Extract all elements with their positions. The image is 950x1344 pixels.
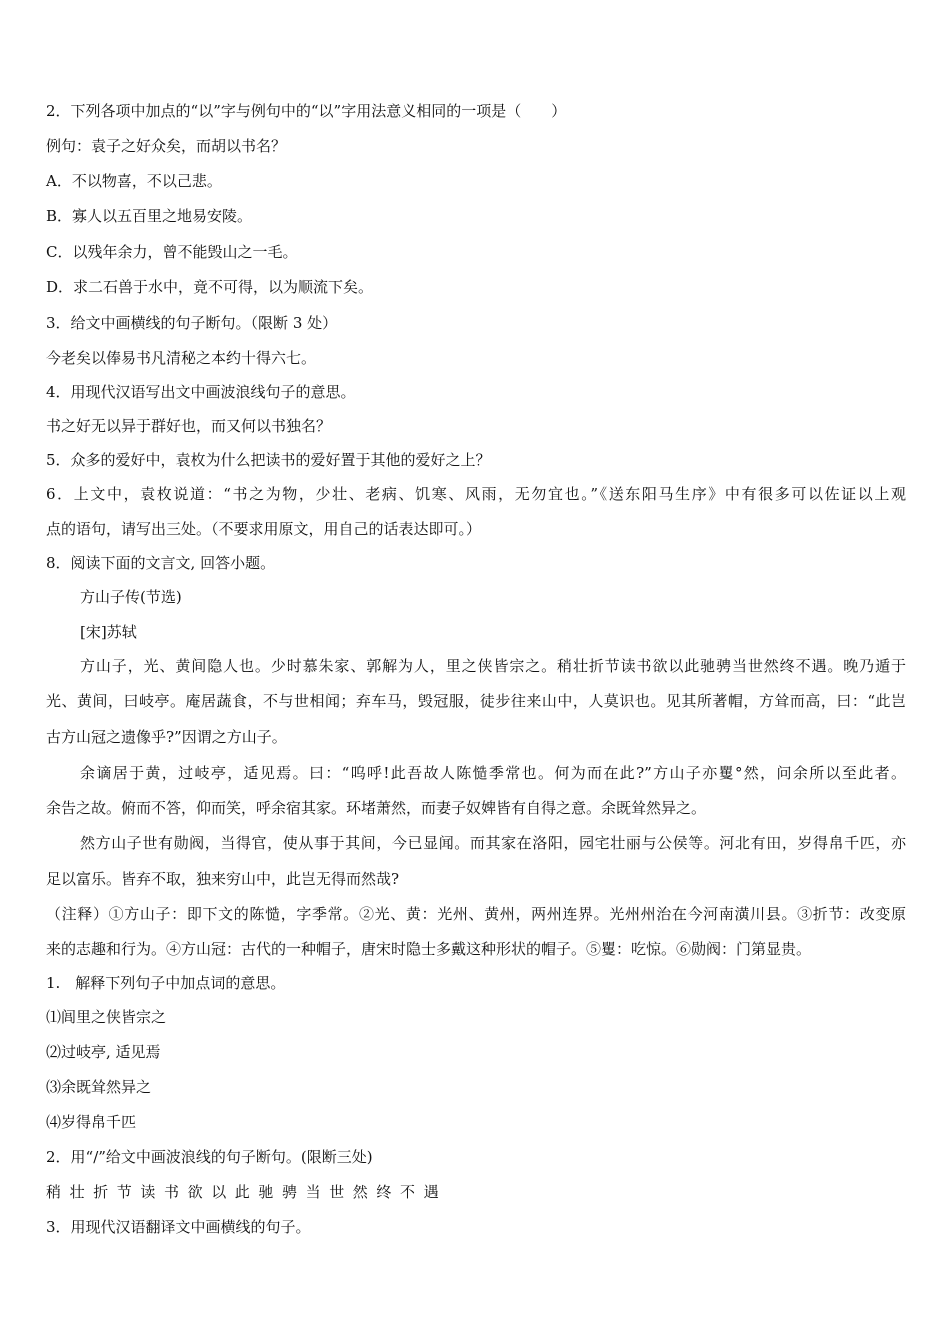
passage-title: 方山子传(节选) (80, 588, 182, 606)
subquestion-1: 1. 解释下列句子中加点词的意思。 (46, 974, 286, 992)
notes-line-1: （注释）①方山子：即下文的陈慥，字季常。②光、黄：光州、黄州，两州连界。光州州治在今河南潢川县。③折节：改变原 (46, 905, 906, 923)
passage-p1-line-2: 光、黄间，曰岐亭。庵居蔬食，不与世相闻；弃车马，毁冠服，徒步往来山中，人莫识也。见其所著帽，方耸而高，曰：“此岂 (46, 692, 906, 710)
question-5: 5．众多的爱好中，袁枚为什么把读书的爱好置于其他的爱好之上？ (46, 451, 491, 469)
notes-line-2: 来的志趣和行为。④方山冠：古代的一种帽子，唐宋时隐士多戴这种形状的帽子。⑤矍：吃惊。⑥勋阀：门第显贵。 (46, 940, 812, 958)
passage-author: [宋]苏轼 (80, 623, 137, 641)
subquestion-1-item-3: ⑶余既耸然异之 (46, 1078, 152, 1096)
subquestion-1-item-2: ⑵过岐亭, 适见焉 (46, 1043, 161, 1061)
option-b: B．寡人以五百里之地易安陵。 (46, 207, 253, 225)
passage-p3-line-2: 足以富乐。皆弃不取，独来穷山中，此岂无得而然哉? (46, 870, 400, 888)
question-2-example: 例句：袁子之好众矣，而胡以书名？ (46, 137, 287, 155)
subquestion-2-text: 稍壮折节读书欲以此驰骋当世然终不遇 (46, 1183, 448, 1201)
option-a: A．不以物喜，不以己悲。 (46, 172, 222, 190)
subquestion-1-item-1: ⑴闾里之侠皆宗之 (46, 1008, 167, 1026)
subquestion-1-item-4: ⑷岁得帛千匹 (46, 1113, 137, 1131)
question-3-text: 今老矣以俸易书凡清秘之本约十得六七。 (46, 349, 317, 367)
question-6-line-1: 6．上文中，袁枚说道：“书之为物，少壮、老病、饥寒、风雨，无勿宜也。”《送东阳马生序》中有很多可以佐证以上观 (46, 485, 906, 503)
question-3: 3．给文中画横线的句子断句。（限断 3 处） (46, 314, 338, 332)
passage-p3-line-1: 然方山子世有勋阀，当得官，使从事于其间，今已显闻。而其家在洛阳，园宅壮丽与公侯等。河北有田，岁得帛千匹，亦 (80, 834, 906, 852)
question-4: 4．用现代汉语写出文中画波浪线句子的意思。 (46, 383, 356, 401)
passage-p1-line-1: 方山子，光、黄间隐人也。少时慕朱家、郭解为人，里之侠皆宗之。稍壮折节读书欲以此驰骋当世然终不遇。晚乃遁于 (80, 657, 906, 675)
question-2: 2．下列各项中加点的“以”字与例句中的“以”字用法意义相同的一项是（ ） (46, 102, 567, 120)
option-d: D．求二石兽于水中，竟不可得，以为顺流下矣。 (46, 278, 374, 296)
passage-p2-line-1: 余谪居于黄，过岐亭，适见焉。曰：“呜呼!此吾故人陈慥季常也。何为而在此?”方山子亦矍°然，问余所以至此者。 (80, 764, 906, 782)
subquestion-2: 2．用“/”给文中画波浪线的句子断句。(限断三处) (46, 1148, 373, 1166)
passage-p1-line-3: 古方山冠之遗像乎?”因谓之方山子。 (46, 728, 287, 746)
question-8: 8．阅读下面的文言文, 回答小题。 (46, 554, 276, 572)
option-c: C．以残年余力，曾不能毁山之一毛。 (46, 243, 298, 261)
question-4-text: 书之好无以异于群好也，而又何以书独名？ (46, 417, 332, 435)
passage-p2-line-2: 余告之故。俯而不答，仰而笑，呼余宿其家。环堵萧然，而妻子奴婢皆有自得之意。余既耸然异之。 (46, 799, 707, 817)
subquestion-3: 3．用现代汉语翻译文中画横线的句子。 (46, 1218, 311, 1236)
question-6-line-2: 点的语句，请写出三处。（不要求用原文，用自己的话表达即可。） (46, 520, 482, 538)
